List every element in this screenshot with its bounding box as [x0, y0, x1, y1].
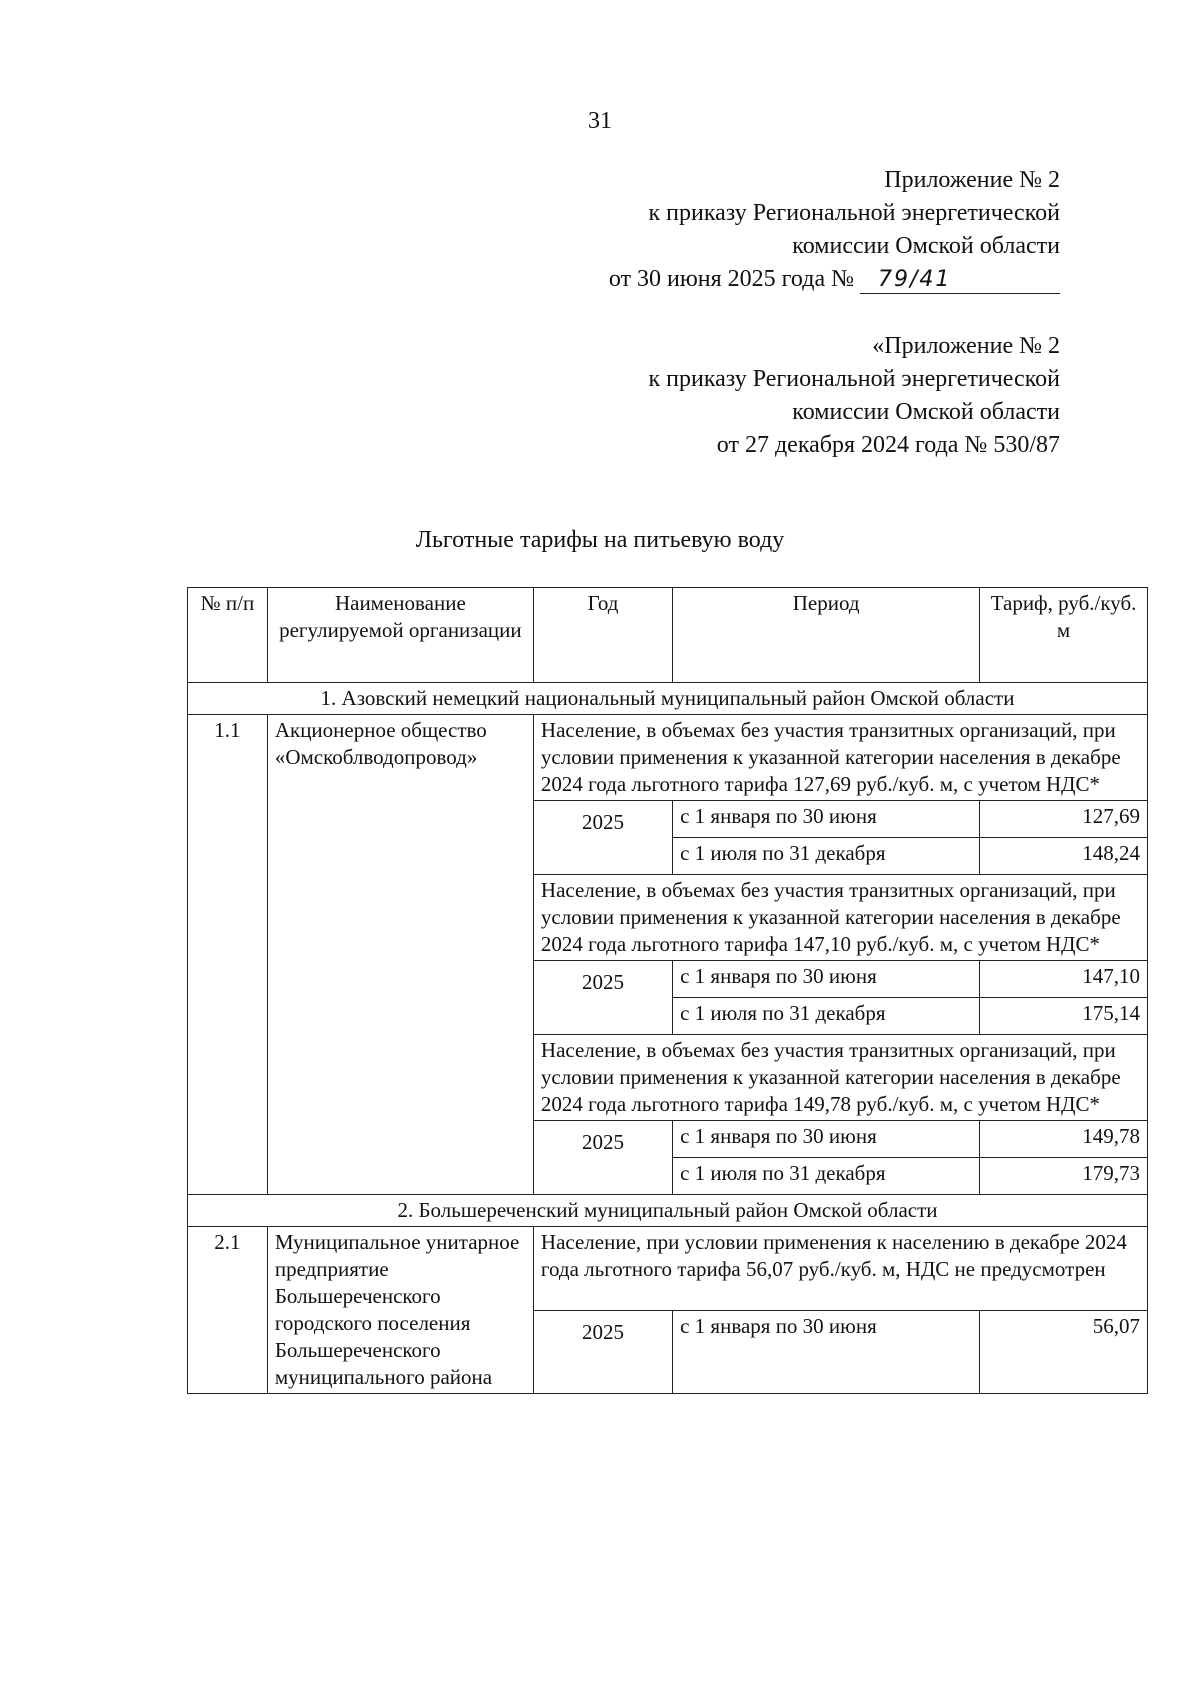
section-row	[188, 683, 1148, 715]
header-year: Год	[533, 588, 672, 683]
section-title: 2. Большереченский муниципальный район Омской области	[188, 1195, 1148, 1227]
rate-year: 2025	[533, 1121, 672, 1195]
rate-year: 2025	[533, 801, 672, 875]
organization-name: Муниципальное унитарное предприятие Большереченского городского поселения Большереченского муниципального района	[267, 1227, 533, 1394]
appendix-current-date-prefix: от 30 июня 2025 года №	[608, 266, 854, 292]
section-row	[188, 1195, 1148, 1227]
rate-period: с 1 января по 30 июня	[673, 1121, 980, 1158]
rate-period: с 1 июля по 31 декабря	[673, 1158, 980, 1195]
tariff-condition: Население, в объемах без участия транзитных организаций, при условии применения к указанной категории населения в декабре 2024 года льготного тарифа 127,69 руб./куб. м, с учетом НДС*	[533, 715, 1147, 801]
appendix-current-line3: комиссии Омской области	[792, 233, 1060, 259]
rate-tariff: 175,14	[980, 998, 1148, 1035]
header-num: № п/п	[188, 588, 268, 683]
tariff-condition: Население, в объемах без участия транзитных организаций, при условии применения к указанной категории населения в декабре 2024 года льготного тарифа 149,78 руб./куб. м, с учетом НДС*	[533, 1035, 1147, 1121]
appendix-previous-line3: комиссии Омской области	[792, 399, 1060, 425]
rate-tariff: 127,69	[980, 801, 1148, 838]
tariffs-table	[187, 587, 1148, 1394]
order-number-handwritten: 79/41	[860, 267, 1060, 294]
organization-name: Акционерное общество «Омскоблводопровод»	[267, 715, 533, 1195]
rate-year: 2025	[533, 1311, 672, 1394]
header-period: Период	[673, 588, 980, 683]
rate-year: 2025	[533, 961, 672, 1035]
section-title: 1. Азовский немецкий национальный муниципальный район Омской области	[188, 683, 1148, 715]
header-organization: Наименование регулируемой организации	[267, 588, 533, 683]
header-tariff: Тариф, руб./куб. м	[980, 588, 1148, 683]
tariff-condition: Население, в объемах без участия транзитных организаций, при условии применения к указанной категории населения в декабре 2024 года льготного тарифа 147,10 руб./куб. м, с учетом НДС*	[533, 875, 1147, 961]
rate-period: с 1 января по 30 июня	[673, 1311, 980, 1394]
condition-row	[188, 1227, 1148, 1311]
tariff-condition: Население, при условии применения к населению в декабре 2024 года льготного тарифа 56,07 руб./куб. м, НДС не предусмотрен	[533, 1227, 1147, 1311]
appendix-current-title: Приложение № 2	[884, 167, 1060, 193]
appendix-previous-block	[648, 330, 1060, 462]
rate-period: с 1 июля по 31 декабря	[673, 838, 980, 875]
document-title: Льготные тарифы на питьевую воду	[415, 527, 785, 553]
appendix-previous-line2: к приказу Региональной энергетической	[648, 366, 1060, 392]
rate-period: с 1 января по 30 июня	[673, 801, 980, 838]
appendix-current-block	[609, 164, 1060, 296]
rate-tariff: 147,10	[980, 961, 1148, 998]
rate-tariff: 148,24	[980, 838, 1148, 875]
appendix-current-date-line	[609, 263, 1060, 296]
rate-period: с 1 июля по 31 декабря	[673, 998, 980, 1035]
appendix-current-line2: к приказу Региональной энергетической	[648, 200, 1060, 226]
rate-tariff: 149,78	[980, 1121, 1148, 1158]
rate-tariff: 56,07	[980, 1311, 1148, 1394]
condition-row	[188, 715, 1148, 801]
row-number: 2.1	[188, 1227, 268, 1394]
rate-period: с 1 января по 30 июня	[673, 961, 980, 998]
page-number: 31	[588, 108, 612, 134]
appendix-previous-line4: от 27 декабря 2024 года № 530/87	[716, 432, 1060, 458]
table-header-row	[188, 588, 1148, 683]
rate-tariff: 179,73	[980, 1158, 1148, 1195]
row-number: 1.1	[188, 715, 268, 1195]
appendix-previous-title: «Приложение № 2	[872, 333, 1060, 359]
